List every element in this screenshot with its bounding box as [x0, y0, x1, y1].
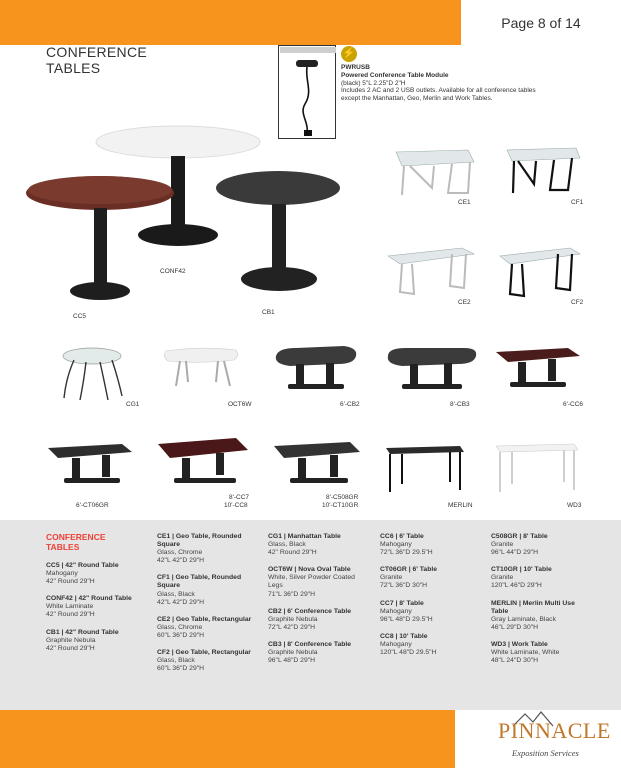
spec-entry-title: CE2 | Geo Table, Rectangular [157, 615, 252, 623]
label-ct06gr: 6'-CT06GR [76, 502, 109, 509]
spec-entry [380, 533, 480, 557]
module-note: Includes 2 AC and 2 USB outlets. Available for all conference tables except the Manhattan, Geo, Merlin and Work Tables. [341, 87, 536, 103]
spec-entry [157, 533, 257, 565]
module-code: PWRUSB [341, 64, 370, 71]
spec-entry [268, 608, 368, 632]
spec-entry-line: Mahogany [380, 541, 412, 549]
spec-column-3 [268, 533, 368, 674]
spec-entry-line: Mahogany [380, 607, 412, 615]
logo-tagline: Exposition Services [512, 748, 579, 758]
label-ce1: CE1 [458, 199, 471, 206]
spec-entry-line: Graphite Nebula [268, 615, 318, 623]
merlin-table-image [384, 444, 468, 494]
spec-entry-title: CE1 | Geo Table, Rounded Square [157, 533, 242, 549]
cb2-table-image [272, 344, 362, 392]
spec-entry-line: 120"L 48"D 29.5"H [380, 649, 437, 657]
label-cc7: 8'-CC7 [229, 494, 250, 501]
spec-entry-title: CC8 | 10' Table [380, 632, 428, 640]
spec-entry-line: 42" Round 29"H [46, 644, 95, 652]
c508gr-table-image [272, 440, 364, 490]
ce1-table-image [392, 148, 482, 198]
spec-entry-line: 46"L 29"D 30"H [491, 623, 539, 631]
label-merlin: MERLIN [448, 502, 473, 509]
spec-entry-line: Glass, Black [268, 541, 306, 549]
label-oct6w: OCT6W [228, 401, 252, 408]
logo-wordmark: PINNACLE [498, 718, 611, 743]
spec-entry [380, 633, 480, 657]
oct6w-table-image [160, 346, 242, 390]
label-conf42: CONF42 [160, 268, 186, 275]
spec-entry-title: CC6 | 6' Table [380, 533, 424, 540]
cc6-table-image [494, 346, 584, 392]
label-cc6: 6'-CC6 [563, 401, 584, 408]
spec-entry-line: 42" Round 29"H [46, 578, 95, 586]
spec-entry-line: 48"L 24"D 30"H [491, 657, 539, 665]
round-tables-image [28, 128, 368, 318]
spec-entry-line: Granite [491, 541, 514, 549]
label-cf2: CF2 [571, 299, 584, 306]
ce2-table-image [386, 246, 478, 300]
spec-entry-line: White Laminate, White [491, 649, 560, 657]
spec-entry-title: CONF42 | 42" Round Table [46, 595, 132, 603]
spec-entry-line: Glass, Black [157, 590, 195, 598]
spec-entry-title: WD3 | Work Table [491, 640, 548, 648]
label-c508gr: 8'-C508GR [326, 494, 359, 501]
lightning-bolt-icon: ⚡ [341, 46, 357, 62]
page-title [46, 44, 147, 76]
spec-entry-line: 71"L 36"D 29"H [268, 590, 316, 598]
spec-entry-line: Gray Laminate, Black [491, 615, 556, 623]
spec-entry-line: 42" Round 29"H [268, 549, 317, 557]
label-cb1: CB1 [262, 309, 275, 316]
spec-entry-title: CC5 | 42" Round Table [46, 562, 119, 569]
spec-entry [491, 533, 591, 557]
ct06gr-table-image [46, 440, 136, 488]
spec-title [46, 533, 136, 552]
spec-entry-line: Mahogany [380, 640, 412, 648]
spec-entry-line: Glass, Chrome [157, 623, 203, 631]
module-spec: (black) 5"L 2.25"D 2"H [341, 79, 406, 87]
page-label: Page 8 of 14 [501, 14, 581, 31]
spec-column-5 [491, 533, 591, 674]
label-cb3: 8'-CB3 [450, 401, 470, 408]
spec-entry-line: 42"L 42"D 29"H [157, 557, 205, 565]
spec-entry [46, 595, 136, 619]
spec-column-2 [157, 533, 257, 682]
spec-entry-line: White, Silver Powder Coated Legs [268, 574, 355, 590]
spec-entry-line: 60"L 36"D 29"H [157, 631, 205, 639]
label-ct10gr: 10'-CT10GR [322, 502, 359, 509]
spec-title-line2: TABLES [46, 541, 80, 552]
spec-entry [268, 566, 368, 598]
page-title-line1: CONFERENCE [46, 44, 148, 60]
spec-entry-line: Granite [380, 574, 403, 582]
power-module-picture [279, 46, 337, 140]
spec-entry-line: Glass, Black [157, 657, 195, 665]
power-module-info [341, 46, 541, 103]
cc7-table-image [156, 436, 250, 490]
spec-entry-title: CB3 | 8' Conference Table [268, 640, 352, 648]
spec-entry-line: Graphite Nebula [46, 636, 96, 644]
label-cc5: CC5 [73, 313, 87, 320]
spec-entry [268, 533, 368, 557]
label-cb2: 6'-CB2 [340, 401, 360, 408]
label-cc8: 10'-CC8 [224, 502, 248, 509]
spec-entry-line: 42" Round 29"H [46, 611, 95, 619]
spec-entry-line: 60"L 36"D 29"H [157, 665, 205, 673]
label-cf1: CF1 [571, 199, 584, 206]
wd3-table-image [494, 442, 582, 494]
spec-entry [157, 574, 257, 606]
spec-entry [491, 600, 591, 632]
cg1-table-image [60, 346, 126, 402]
spec-entry-title: CC7 | 8' Table [380, 599, 424, 607]
spec-entry-line: Mahogany [46, 570, 78, 578]
spec-entry [491, 641, 591, 665]
spec-entry-line: Granite [491, 574, 514, 582]
spec-entry-line: 120"L 46"D 29"H [491, 582, 542, 590]
spec-column-4 [380, 533, 480, 666]
spec-entry-title: MERLIN | Merlin Multi Use Table [491, 599, 575, 615]
spec-entry-line: 72"L 42"D 29"H [268, 623, 316, 631]
spec-entry-line: 96"L 48"D 29.5"H [380, 615, 433, 623]
spec-entry-line: 72"L 36"D 29.5"H [380, 549, 433, 557]
spec-entry-line: 96"L 44"D 29"H [491, 549, 539, 557]
spec-entry-line: Glass, Chrome [157, 549, 203, 557]
spec-entry [380, 566, 480, 590]
spec-entry [157, 616, 257, 640]
label-ce2: CE2 [458, 299, 471, 306]
spec-entry-line: Graphite Nebula [268, 649, 318, 657]
spec-entry-title: CT10GR | 10' Table [491, 566, 552, 574]
label-wd3: WD3 [567, 502, 582, 509]
spec-entry-title: CG1 | Manhattan Table [268, 533, 341, 540]
spec-entry-title: CB2 | 6' Conference Table [268, 607, 352, 615]
spec-entry-title: C508GR | 8' Table [491, 533, 548, 540]
spec-entry-title: CT06GR | 6' Table [380, 566, 438, 574]
spec-entry-line: 42"L 42"D 29"H [157, 598, 205, 606]
spec-title-line1: CONFERENCE [46, 532, 106, 542]
spec-entry-line: 96"L 48"D 29"H [268, 657, 316, 665]
spec-entry [46, 629, 136, 653]
spec-entry-line: White Laminate [46, 603, 94, 611]
spec-column-1 [46, 533, 136, 662]
spec-entry [491, 566, 591, 590]
spec-entry-title: CB1 | 42" Round Table [46, 628, 119, 636]
spec-entry-title: OCT6W | Nova Oval Table [268, 566, 351, 574]
spec-entry-line: 72"L 36"D 30"H [380, 582, 428, 590]
spec-entry-title: CF1 | Geo Table, Rounded Square [157, 574, 242, 590]
module-name: Powered Conference Table Module [341, 71, 449, 79]
cb3-table-image [384, 346, 482, 392]
label-cg1: CG1 [126, 401, 140, 408]
cf1-table-image [504, 146, 584, 198]
power-module-image [278, 45, 336, 139]
cf2-table-image [498, 246, 584, 302]
spec-entry [268, 641, 368, 665]
spec-entry [380, 600, 480, 624]
spec-entry-title: CF2 | Geo Table, Rectangular [157, 649, 251, 657]
spec-entry [157, 649, 257, 673]
spec-entry [46, 562, 136, 586]
page-indicator [461, 0, 621, 45]
page-title-line2: TABLES [46, 60, 101, 76]
